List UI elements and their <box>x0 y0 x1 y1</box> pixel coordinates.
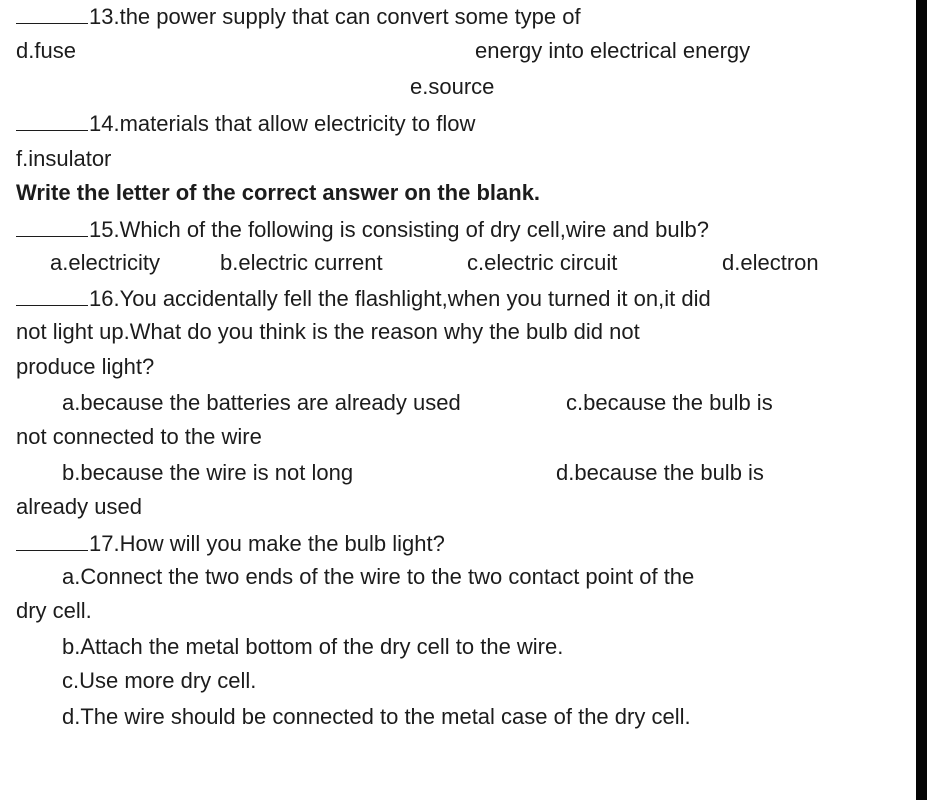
question-17-option-a-cont: dry cell. <box>16 598 92 623</box>
question-16-option-b: b.because the wire is not long <box>62 460 354 485</box>
question-13-text: 13.the power supply that can convert some type of <box>89 4 581 29</box>
question-16-line-2: not light up.What do you think is the reason why the bulb did not <box>16 319 640 344</box>
answer-blank-17[interactable] <box>16 530 88 551</box>
answer-blank-16[interactable] <box>16 285 88 306</box>
question-13 <box>16 3 581 30</box>
question-16-option-d-cont: already used <box>16 494 142 519</box>
question-17-text: 17.How will you make the bulb light? <box>89 531 445 556</box>
question-15-text: 15.Which of the following is consisting of dry cell,wire and bulb? <box>89 217 709 242</box>
question-16 <box>16 285 711 312</box>
question-15 <box>16 216 709 243</box>
question-17-option-d: d.The wire should be connected to the metal case of the dry cell. <box>62 704 691 729</box>
question-15-option-c: c.electric circuit <box>467 250 618 275</box>
question-16-option-c: c.because the bulb is <box>566 390 773 415</box>
question-17-option-b: b.Attach the metal bottom of the dry cell to the wire. <box>62 634 564 659</box>
question-17-option-c: c.Use more dry cell. <box>62 668 257 693</box>
answer-blank-15[interactable] <box>16 216 88 237</box>
answer-blank-13[interactable] <box>16 3 88 24</box>
question-15-option-a: a.electricity <box>50 250 161 275</box>
image-right-border <box>916 0 927 800</box>
question-16-line-3: produce light? <box>16 354 155 379</box>
choice-e-source: e.source <box>410 74 495 99</box>
question-14-text: 14.materials that allow electricity to flow <box>89 111 476 136</box>
question-16-option-d: d.because the bulb is <box>556 460 764 485</box>
question-17 <box>16 530 445 557</box>
choice-d-fuse: d.fuse <box>16 38 76 63</box>
question-17-option-a: a.Connect the two ends of the wire to the two contact point of the <box>62 564 695 589</box>
answer-blank-14[interactable] <box>16 110 88 131</box>
question-15-option-b: b.electric current <box>220 250 383 275</box>
question-16-option-a: a.because the batteries are already used <box>62 390 461 415</box>
question-16-option-c-cont: not connected to the wire <box>16 424 262 449</box>
question-16-line-1: 16.You accidentally fell the flashlight,when you turned it on,it did <box>89 286 711 311</box>
question-15-option-d: d.electron <box>722 250 819 275</box>
question-13-text-cont: energy into electrical energy <box>475 38 751 63</box>
instruction-heading: Write the letter of the correct answer on the blank. <box>16 180 541 205</box>
choice-f-insulator: f.insulator <box>16 146 112 171</box>
question-14 <box>16 110 475 137</box>
